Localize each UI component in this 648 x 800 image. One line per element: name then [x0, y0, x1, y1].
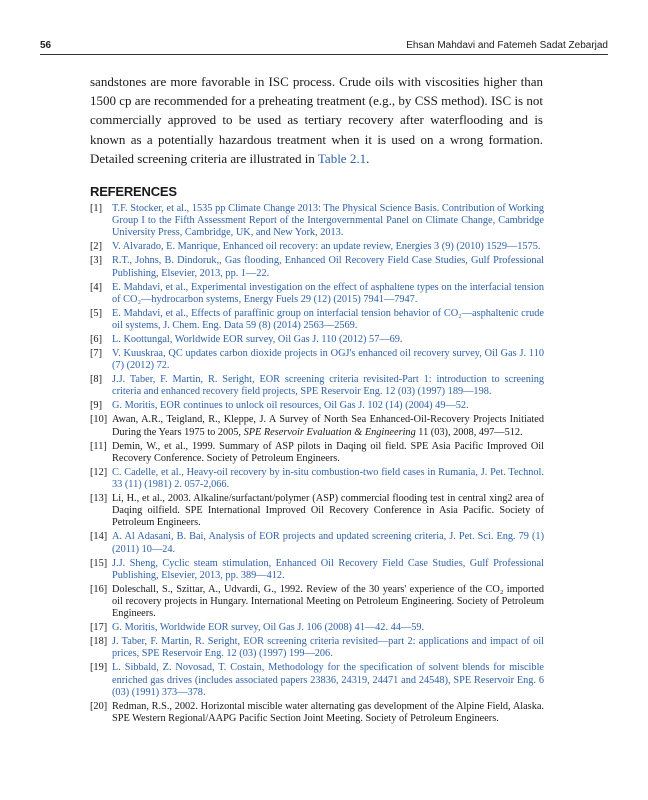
reference-text: Li, H., et al., 2003. Alkaline/surfactant/polymer (ASP) commercial flooding test in central xing2 area of Daqing oilfield. SPE International Improved Oil Recovery Conference in Asia Pacific. Society of Petroleum Engineers. [112, 493, 544, 529]
reference-item [90, 441, 544, 465]
reference-number: [18] [90, 636, 108, 648]
reference-number: [12] [90, 466, 108, 478]
reference-text[interactable]: C. Cadelle, et al., Heavy-oil recovery by in-situ combustion-two field cases in Rumania, J. Pet. Technol. 33 (11) (1981) 2. 057-2,066. [112, 466, 544, 491]
reference-text[interactable]: A. Al Adasani, B. Bai, Analysis of EOR projects and updated screening criteria, J. Pet. Sci. Eng. 79 (1) (2011) 10—24. [112, 531, 544, 555]
reference-text[interactable]: J. Taber, F. Martin, R. Seright, EOR screening criteria revisited—part 2: applications and impact of oil prices, SPE Reservoir Eng. 12 (03) (1997) 199—206. [112, 636, 544, 660]
reference-text[interactable]: J.J. Sheng, Cyclic steam stimulation, Enhanced Oil Recovery Field Case Studies, Gulf Professional Publishing, Elsevier, 2013, pp. 389—412. [112, 557, 544, 581]
reference-number: [17] [90, 622, 108, 634]
reference-item[interactable] [90, 203, 544, 240]
reference-text[interactable]: T.F. Stocker, et al., 1535 pp Climate Change 2013: The Physical Science Basis. Contribution of Working Group I to the Fifth Assessment Report of the Intergovernmental Panel on Climate Change, Cambridge University Press, Cambridge, UK, and New York, 2013. [112, 203, 544, 239]
reference-text[interactable]: G. Moritis, EOR continues to unlock oil resources, Oil Gas J. 102 (14) (2004) 49—52. [112, 400, 469, 412]
reference-text[interactable]: R.T., Johns, B. Dindoruk,, Gas flooding, Enhanced Oil Recovery Field Case Studies, Gulf Professional Publishing, Elsevier, 2013, pp. 1—22. [112, 255, 544, 279]
reference-number: [8] [90, 374, 103, 386]
journal-title-italic: SPE Reservoir Evaluation & Engineering [243, 426, 416, 438]
reference-item[interactable] [90, 636, 544, 660]
reference-text-part: Awan, A.R., Teigland, R., Kleppe, J. A Survey of North Sea Enhanced-Oil-Recovery Projects Initiated During the Years 1975 to 2005, [112, 414, 544, 438]
reference-text[interactable]: L. Koottungal, Worldwide EOR survey, Oil Gas J. 110 (2012) 57—69. [112, 334, 403, 346]
reference-text[interactable]: V. Alvarado, E. Manrique, Enhanced oil recovery: an update review, Energies 3 (9) (2010) 1529—1575. [112, 241, 541, 253]
reference-number: [10] [90, 414, 108, 426]
reference-item[interactable] [90, 400, 544, 412]
reference-text: Doleschall, S., Szittar, A., Udvardi, G., 1992. Review of the 30 years' experience of the CO₂ imported oil recovery projects in Hungary. International Meeting on Petroleum Engineering. Society of Petroleum Engineers. [112, 583, 544, 620]
reference-item[interactable] [90, 662, 544, 699]
reference-item[interactable] [90, 334, 544, 346]
reference-item [90, 701, 544, 725]
reference-item [90, 493, 544, 530]
reference-item[interactable] [90, 558, 544, 582]
running-header-authors: Ehsan Mahdavi and Fatemeh Sadat Zebarjad [406, 40, 608, 51]
reference-item [90, 584, 544, 621]
reference-number: [4] [90, 281, 103, 293]
reference-number: [20] [90, 700, 108, 712]
reference-item[interactable] [90, 374, 544, 398]
body-text-before: sandstones are more favorable in ISC process. Crude oils with viscosities higher than 1500 cp are recommended for a preheating treatment (e.g., by CSS method). ISC is not commercially approved to be used as tertiary recovery after waterflooding and is known as a potentially hazardous treatment when it is used on a wrong formation. Detailed screening criteria are illustrated in [90, 74, 543, 166]
reference-number: [6] [90, 334, 103, 346]
body-paragraph [90, 72, 543, 168]
reference-number: [19] [90, 662, 108, 674]
body-text-after: . [366, 150, 370, 166]
reference-text-part: 11 (03), 2008, 497—512. [415, 426, 523, 438]
reference-number: [15] [90, 557, 108, 569]
references-heading: REFERENCES [90, 184, 177, 199]
reference-item[interactable] [90, 241, 544, 253]
reference-number: [5] [90, 307, 103, 319]
reference-item[interactable] [90, 308, 544, 332]
reference-number: [11] [90, 440, 107, 452]
reference-number: [1] [90, 203, 103, 214]
reference-text [112, 414, 544, 437]
reference-item[interactable] [90, 531, 544, 555]
reference-number: [13] [90, 493, 108, 505]
reference-number: [16] [90, 583, 108, 595]
reference-number: [14] [90, 531, 108, 543]
reference-number: [3] [90, 255, 103, 267]
reference-text[interactable]: G. Moritis, Worldwide EOR survey, Oil Gas J. 106 (2008) 41—42. 44—59. [112, 622, 425, 634]
reference-list [90, 203, 544, 727]
reference-text[interactable]: E. Mahdavi, et al., Effects of paraffinic group on interfacial tension behavior of CO₂—asphaltenic crude oil systems, J. Chem. Eng. Data 59 (8) (2014) 2563—2569. [112, 307, 544, 332]
reference-text: Demin, W., et al., 1999. Summary of ASP pilots in Daqing oil field. SPE Asia Pacific Improved Oil Recovery Conference. Society of Petroleum Engineers. [112, 440, 544, 464]
reference-item[interactable] [90, 255, 544, 279]
running-header [40, 40, 608, 55]
reference-number: [7] [90, 348, 103, 360]
reference-text[interactable]: L. Sibbald, Z. Novosad, T. Costain, Methodology for the specification of solvent blends for miscible enriched gas drives (includes associated papers 23836, 24319, 24471 and 24548), SPE Reservoir Eng. 6 (03) (1991) 373—378. [112, 662, 544, 698]
reference-text: Redman, R.S., 2002. Horizontal miscible water alternating gas development of the Alpine Field, Alaska. SPE Western Regional/AAPG Pacific Section Joint Meeting. Society of Petroleum Engineers. [112, 700, 544, 725]
reference-text[interactable]: E. Mahdavi, et al., Experimental investigation on the effect of asphaltene types on the interfacial tension of CO₂—hydrocarbon systems, Energy Fuels 29 (12) (2015) 7941—7947. [112, 281, 544, 305]
reference-text[interactable]: V. Kuuskraa, QC updates carbon dioxide projects in OGJ's enhanced oil recovery survey, Oil Gas J. 110 (7) (2012) 72. [112, 348, 544, 372]
reference-number: [2] [90, 241, 103, 253]
reference-item[interactable] [90, 622, 544, 634]
reference-item [90, 414, 544, 438]
reference-item[interactable] [90, 467, 544, 491]
reference-number: [9] [90, 400, 103, 412]
table-link[interactable]: Table 2.1 [317, 150, 367, 166]
reference-text[interactable]: J.J. Taber, F. Martin, R. Seright, EOR screening criteria revisited-Part 1: introduction to screening criteria and enhanced recovery field projects, SPE Reservoir Eng. 12 (03) (1997) 189—198. [112, 374, 544, 398]
reference-item[interactable] [90, 348, 544, 372]
reference-item[interactable] [90, 282, 544, 306]
page-number: 56 [40, 40, 52, 51]
